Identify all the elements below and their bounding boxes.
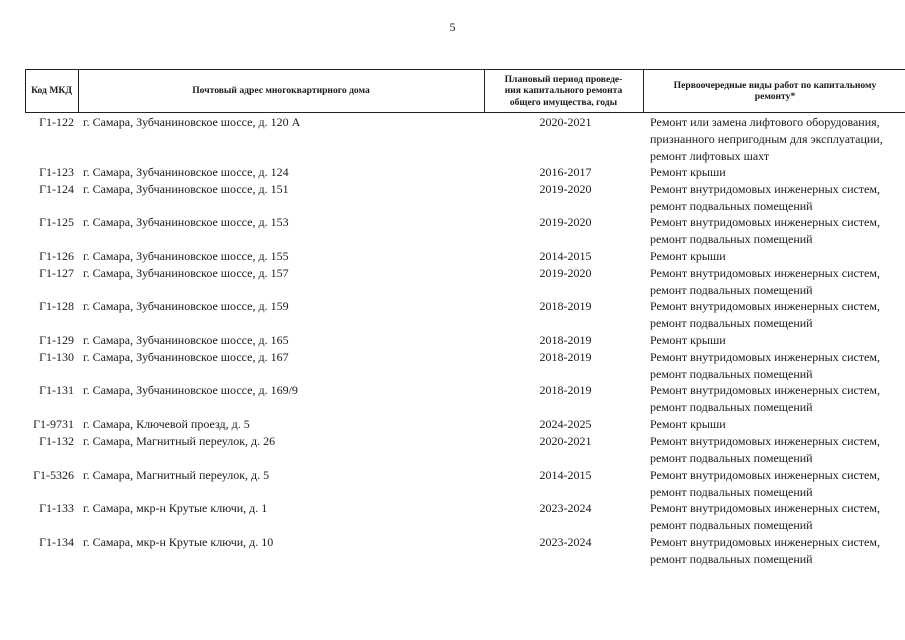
header-works: [643, 69, 905, 113]
repair-works-line: ремонт подвальных помещений: [650, 451, 813, 465]
repair-works: [650, 181, 905, 215]
repair-works-line: Ремонт или замена лифтового оборудования,: [650, 115, 880, 129]
repair-works-line: Ремонт внутридомовых инженерных систем,: [650, 434, 880, 448]
repair-works: [650, 164, 905, 181]
repair-works-line: Ремонт крыши: [650, 417, 726, 431]
repair-works-line: ремонт подвальных помещений: [650, 367, 813, 381]
mkd-address: г. Самара, Магнитный переулок, д. 26: [83, 434, 276, 448]
repair-works-line: ремонт подвальных помещений: [650, 232, 813, 246]
repair-works-line: признанного непригодным для эксплуатации,: [650, 132, 883, 146]
page-number: 5: [449, 20, 456, 34]
mkd-code: Г1-134: [39, 535, 74, 549]
header-works-line: ремонту*: [754, 91, 796, 102]
repair-period: 2020-2021: [539, 434, 592, 448]
repair-works-line: Ремонт внутридомовых инженерных систем,: [650, 215, 880, 229]
mkd-address: г. Самара, Зубчаниновское шоссе, д. 155: [83, 249, 289, 263]
mkd-address: г. Самара, Зубчаниновское шоссе, д. 165: [83, 333, 289, 347]
mkd-code: Г1-133: [39, 501, 74, 515]
mkd-code: Г1-129: [39, 333, 74, 347]
mkd-code: Г1-128: [39, 299, 74, 313]
repair-works-line: Ремонт внутридомовых инженерных систем,: [650, 468, 880, 482]
repair-works-line: Ремонт внутридомовых инженерных систем,: [650, 299, 880, 313]
repair-works-line: Ремонт внутридомовых инженерных систем,: [650, 501, 880, 515]
repair-period: 2020-2021: [539, 115, 592, 129]
repair-period: 2018-2019: [539, 350, 592, 364]
repair-works: [650, 433, 905, 467]
header-period-line: ния капитального ремонта: [504, 85, 623, 97]
repair-works: [650, 114, 905, 165]
mkd-address: г. Самара, Ключевой проезд, д. 5: [83, 417, 250, 431]
repair-period: 2018-2019: [539, 333, 592, 347]
mkd-code: Г1-9731: [33, 417, 74, 431]
repair-works-line: Ремонт крыши: [650, 165, 726, 179]
mkd-code: Г1-122: [39, 115, 74, 129]
repair-period: 2019-2020: [539, 215, 592, 229]
mkd-code: Г1-124: [39, 182, 74, 196]
repair-works-line: Ремонт внутридомовых инженерных систем,: [650, 350, 880, 364]
header-code: Код МКД: [31, 85, 72, 97]
repair-works: [650, 248, 905, 265]
mkd-code: Г1-125: [39, 215, 74, 229]
mkd-address: г. Самара, Зубчаниновское шоссе, д. 124: [83, 165, 289, 179]
repair-works: [650, 416, 905, 433]
repair-period: 2018-2019: [539, 299, 592, 313]
mkd-address: г. Самара, мкр-н Крутые ключи, д. 1: [83, 501, 268, 515]
mkd-address: г. Самара, Магнитный переулок, д. 5: [83, 468, 270, 482]
mkd-code: Г1-123: [39, 165, 74, 179]
mkd-address: г. Самара, Зубчаниновское шоссе, д. 153: [83, 215, 289, 229]
repair-works-line: ремонт лифтовых шахт: [650, 149, 770, 163]
mkd-address: г. Самара, Зубчаниновское шоссе, д. 169/9: [83, 383, 298, 397]
repair-period: 2014-2015: [539, 249, 592, 263]
repair-works-line: Ремонт внутридомовых инженерных систем,: [650, 182, 880, 196]
mkd-code: Г1-131: [39, 383, 74, 397]
repair-works-line: Ремонт крыши: [650, 249, 726, 263]
mkd-code: Г1-126: [39, 249, 74, 263]
repair-works: [650, 265, 905, 299]
repair-period: 2019-2020: [539, 182, 592, 196]
repair-works-line: ремонт подвальных помещений: [650, 518, 813, 532]
header-works-line: Первоочередные виды работ по капитальному: [673, 79, 877, 91]
mkd-address: г. Самара, Зубчаниновское шоссе, д. 167: [83, 350, 289, 364]
repair-works: [650, 214, 905, 248]
repair-works: [650, 500, 905, 534]
mkd-address: г. Самара, мкр-н Крутые ключи, д. 10: [83, 535, 274, 549]
header-period-line: Плановый период проведе-: [504, 73, 623, 85]
repair-works-line: ремонт подвальных помещений: [650, 316, 813, 330]
header-period: [484, 69, 643, 113]
repair-period: 2023-2024: [539, 535, 592, 549]
repair-works-line: ремонт подвальных помещений: [650, 552, 813, 566]
repair-works-line: Ремонт внутридомовых инженерных систем,: [650, 383, 880, 397]
repair-works-line: Ремонт внутридомовых инженерных систем,: [650, 266, 880, 280]
repair-works: [650, 382, 905, 416]
header-period-line: общего имущества, годы: [509, 96, 618, 108]
repair-period: 2016-2017: [539, 165, 592, 179]
mkd-code: Г1-130: [39, 350, 74, 364]
header-address: Почтовый адрес многоквартирного дома: [192, 85, 370, 97]
repair-period: 2018-2019: [539, 383, 592, 397]
repair-works-line: ремонт подвальных помещений: [650, 283, 813, 297]
repair-period: 2014-2015: [539, 468, 592, 482]
mkd-code: Г1-5326: [33, 468, 74, 482]
repair-works: [650, 298, 905, 332]
repair-works-line: Ремонт внутридомовых инженерных систем,: [650, 535, 880, 549]
repair-works: [650, 349, 905, 383]
mkd-address: г. Самара, Зубчаниновское шоссе, д. 159: [83, 299, 289, 313]
repair-works: [650, 467, 905, 501]
repair-works: [650, 534, 905, 568]
mkd-address: г. Самара, Зубчаниновское шоссе, д. 157: [83, 266, 289, 280]
repair-period: 2023-2024: [539, 501, 592, 515]
repair-period: 2019-2020: [539, 266, 592, 280]
mkd-code: Г1-127: [39, 266, 74, 280]
repair-works-line: ремонт подвальных помещений: [650, 400, 813, 414]
repair-period: 2024-2025: [539, 417, 592, 431]
repair-works: [650, 332, 905, 349]
repair-works-line: Ремонт крыши: [650, 333, 726, 347]
mkd-code: Г1-132: [39, 434, 74, 448]
mkd-address: г. Самара, Зубчаниновское шоссе, д. 151: [83, 182, 289, 196]
repair-works-line: ремонт подвальных помещений: [650, 199, 813, 213]
repair-works-line: ремонт подвальных помещений: [650, 485, 813, 499]
mkd-address: г. Самара, Зубчаниновское шоссе, д. 120 А: [83, 115, 301, 129]
